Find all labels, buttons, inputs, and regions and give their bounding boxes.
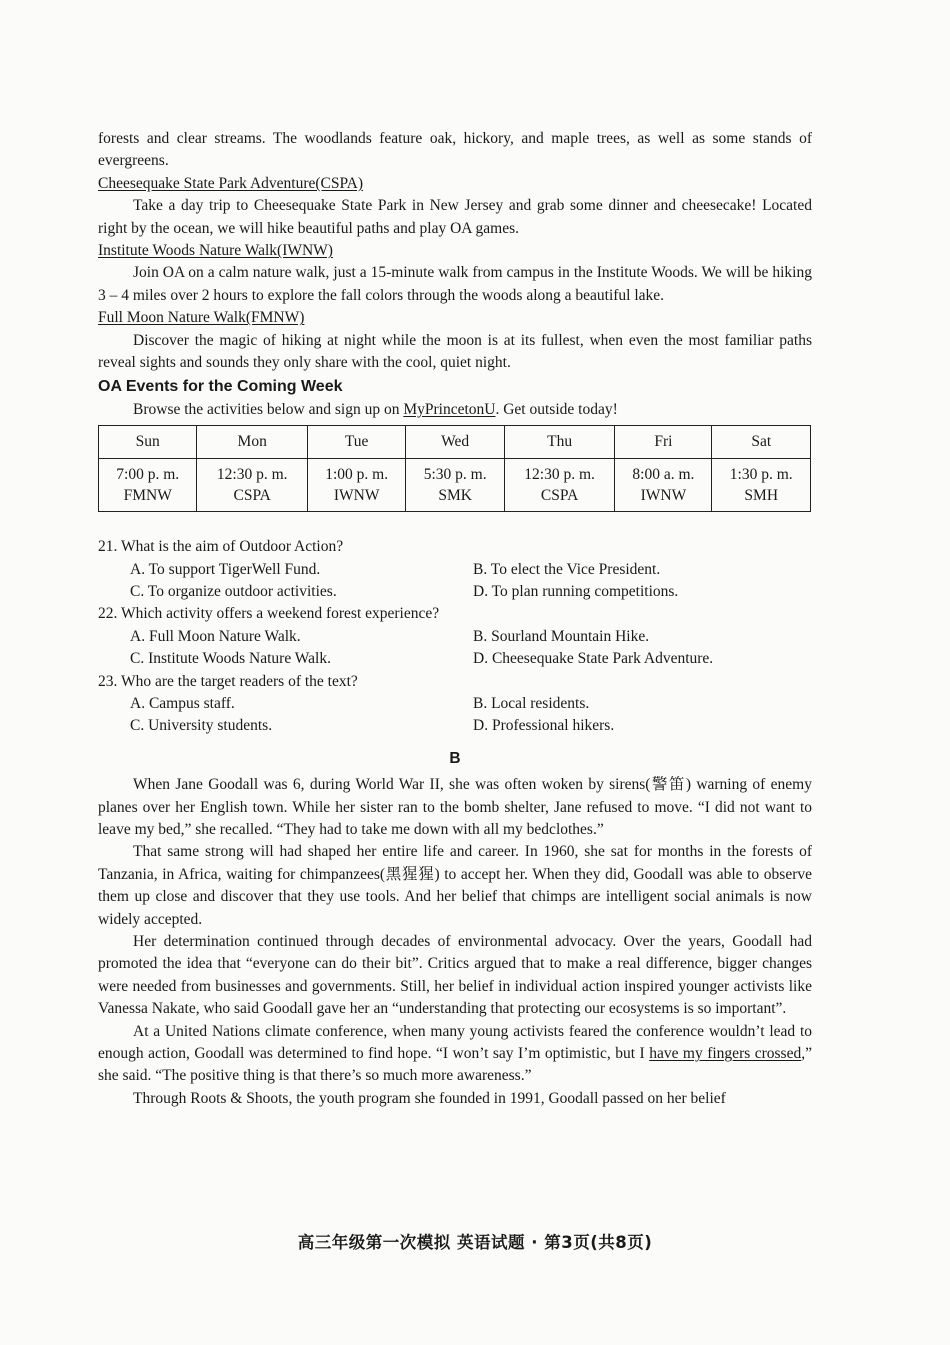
- browse-text-before: Browse the activities below and sign up on: [133, 400, 404, 418]
- option-d: D. To plan running competitions.: [473, 583, 679, 601]
- event-code: IWNW: [333, 487, 380, 505]
- underlined-phrase: have my fingers crossed: [649, 1045, 802, 1063]
- passage-b-paragraph-1: When Jane Goodall was 6, during World War II, she was often woken by sirens(警笛) warning of enemy planes over her English town. While her sister ran to the bomb shelter, Jane refused to move. “I did not want to leave my bed,” she recalled. “They had to take me down with all my bedclothes.”: [98, 776, 812, 839]
- passage-b-paragraph-3: Her determination continued through decades of environmental advocacy. Over the years, Goodall had promoted the idea that “everyone can do their bit”. Critics argued that to make a real difference, bigger changes were needed from businesses and governments. Still, her belief in individual action inspired younger activists like Vanessa Nakate, who said Goodall gave her an “understanding that protecting our ecosystems is so important”.: [98, 933, 812, 1018]
- question-21: [98, 536, 812, 603]
- day-header: Wed: [406, 426, 504, 459]
- events-browse-line: [98, 399, 812, 421]
- fmnw-heading: Full Moon Nature Walk(FMNW): [98, 309, 305, 327]
- day-header: Fri: [615, 426, 712, 459]
- event-code: FMNW: [123, 487, 172, 505]
- p4-text-before: At a United Nations climate conference, when many young activists feared the conference wouldn’t lead to enough action, Goodall was determined to find hope. “I won’t say I’m optimistic, but I: [98, 1022, 812, 1063]
- option-a: A. Full Moon Nature Walk.: [130, 627, 301, 645]
- fmnw-paragraph: Discover the magic of hiking at night while the moon is at its fullest, when even the most familiar paths reveal sights and sounds they only share with the cool, quiet night.: [98, 331, 812, 372]
- event-time: 1:00 p. m.: [325, 466, 389, 484]
- event-cell: [504, 459, 614, 512]
- schedule-event-row: [99, 459, 811, 512]
- event-time: 12:30 p. m.: [524, 466, 595, 484]
- question-stem: 22. Which activity offers a weekend forest experience?: [98, 605, 440, 623]
- events-title: OA Events for the Coming Week: [98, 378, 343, 396]
- cspa-paragraph: Take a day trip to Cheesequake State Park in New Jersey and grab some dinner and cheesecake! Located right by the ocean, we will hike beautiful paths and play OA games.: [98, 197, 812, 237]
- option-b: B. To elect the Vice President.: [473, 560, 661, 578]
- option-a: A. To support TigerWell Fund.: [130, 560, 321, 578]
- section-b-label: B: [449, 749, 461, 767]
- day-header: Sat: [712, 426, 811, 459]
- event-code: CSPA: [233, 487, 271, 505]
- myprincetonu-link[interactable]: MyPrincetonU: [403, 400, 496, 418]
- passage-b-paragraph-4: [98, 1021, 812, 1088]
- event-code: SMH: [744, 487, 779, 505]
- event-time: 5:30 p. m.: [423, 466, 487, 484]
- question-22: [98, 603, 812, 670]
- iwnw-paragraph: Join OA on a calm nature walk, just a 15-minute walk from campus in the Institute Woods. We will be hiking 3 – 4 miles over 2 hours to explore the fall colors through the woods along a beautiful lake.: [98, 264, 812, 304]
- cspa-heading: Cheesequake State Park Adventure(CSPA): [98, 174, 364, 192]
- schedule-header-row: [99, 426, 811, 459]
- event-code: CSPA: [540, 487, 579, 505]
- option-c: C. University students.: [130, 717, 273, 735]
- event-cell: [307, 459, 405, 512]
- p4-text-after: ,” she said. “The positive thing is that there’s so much more awareness.”: [98, 1045, 812, 1085]
- events-schedule-table: [98, 425, 811, 512]
- intro-tail-paragraph: forests and clear streams. The woodlands feature oak, hickory, and maple trees, as well as some stands of evergreens.: [98, 130, 812, 170]
- iwnw-heading: Institute Woods Nature Walk(IWNW): [98, 242, 333, 260]
- day-header: Thu: [504, 426, 614, 459]
- question-23: [98, 671, 812, 738]
- page-footer: 高三年级第一次模拟 英语试题 · 第3页(共8页): [297, 1233, 653, 1252]
- day-header: Tue: [307, 426, 405, 459]
- option-b: B. Sourland Mountain Hike.: [473, 627, 650, 645]
- option-d: D. Professional hikers.: [473, 717, 615, 735]
- passage-b-paragraph-2: That same strong will had shaped her entire life and career. In 1960, she sat for months in the forests of Tanzania, in Africa, waiting for chimpanzees(黑猩猩) to accept her. When they did, Goodall was able to observe them up close and discover that they use tools. And her belief that chimps are intelligent social animals is now widely accepted.: [98, 843, 812, 928]
- event-code: IWNW: [640, 487, 687, 505]
- question-stem: 23. Who are the target readers of the text?: [98, 672, 358, 690]
- event-time: 12:30 p. m.: [216, 466, 288, 484]
- event-cell: [406, 459, 504, 512]
- event-cell: [615, 459, 712, 512]
- passage-b-paragraph-5: Through Roots & Shoots, the youth program she founded in 1991, Goodall passed on her belief: [133, 1089, 726, 1107]
- option-d: D. Cheesequake State Park Adventure.: [473, 650, 714, 668]
- event-time: 1:30 p. m.: [729, 466, 793, 484]
- option-a: A. Campus staff.: [130, 695, 235, 713]
- option-b: B. Local residents.: [473, 695, 590, 713]
- day-header: Sun: [99, 426, 197, 459]
- page-body: [98, 128, 812, 1110]
- event-code: SMK: [438, 487, 472, 505]
- event-cell: [99, 459, 197, 512]
- option-c: C. To organize outdoor activities.: [130, 583, 337, 601]
- question-list: [98, 536, 812, 738]
- option-c: C. Institute Woods Nature Walk.: [130, 650, 331, 668]
- event-time: 8:00 a. m.: [632, 466, 695, 484]
- event-cell: [712, 459, 811, 512]
- event-time: 7:00 p. m.: [116, 466, 180, 484]
- question-stem: 21. What is the aim of Outdoor Action?: [98, 538, 344, 556]
- browse-text-after: . Get outside today!: [495, 400, 618, 418]
- event-cell: [197, 459, 307, 512]
- day-header: Mon: [197, 426, 307, 459]
